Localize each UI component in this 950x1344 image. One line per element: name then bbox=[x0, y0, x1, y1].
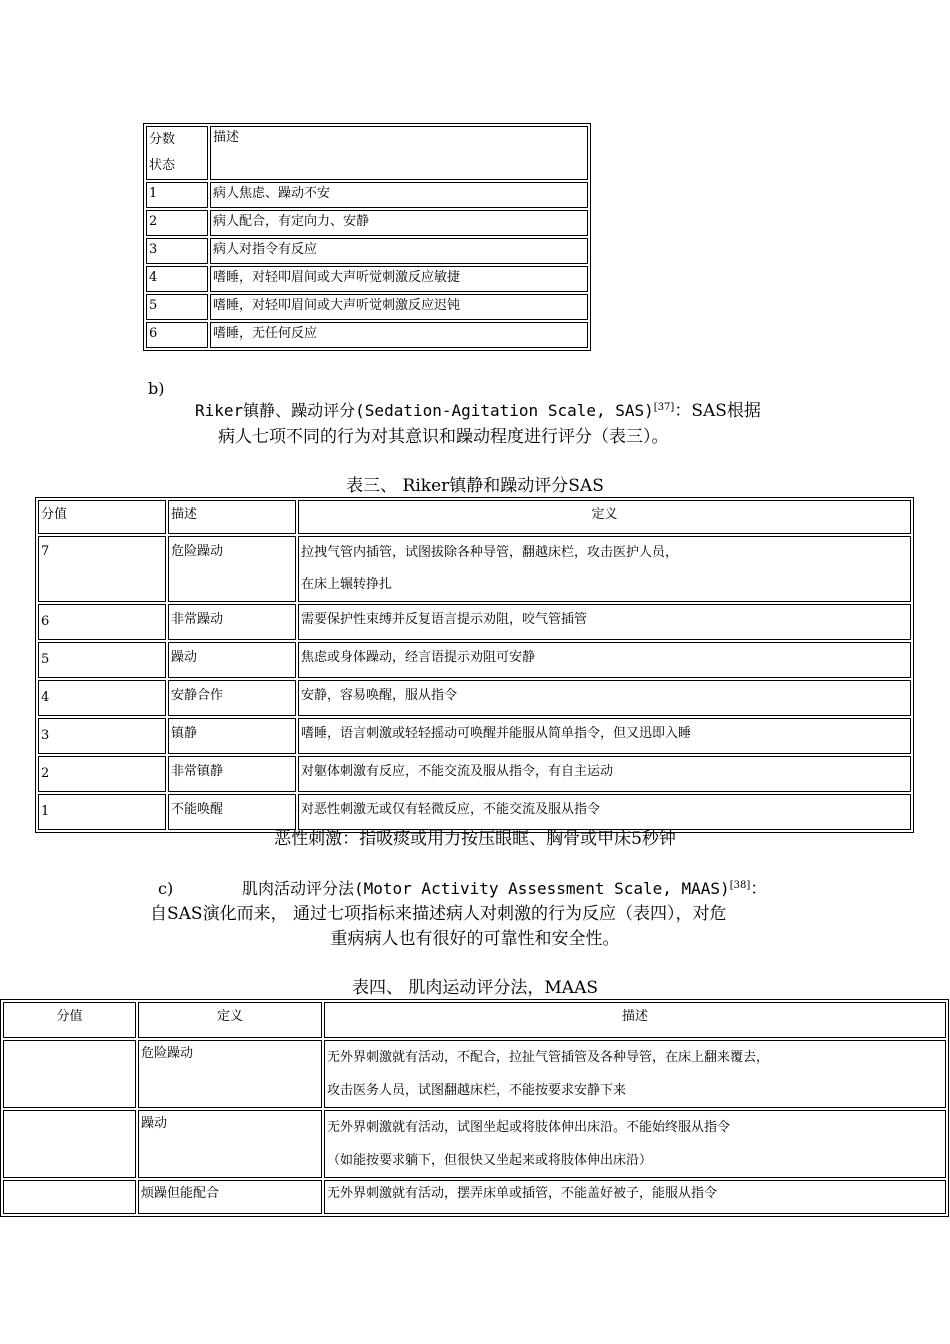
riker-sas-table bbox=[35, 497, 914, 833]
section-c-line1 bbox=[242, 876, 767, 902]
score-cell: 1 bbox=[38, 794, 166, 830]
definition-cell bbox=[298, 536, 911, 602]
score-cell: 2 bbox=[146, 210, 208, 236]
score-cell: 2 bbox=[38, 756, 166, 792]
table3-note: 恶性刺激：指吸痰或用力按压眼眶、胸骨或甲床5秒钟 bbox=[274, 829, 676, 849]
table-row bbox=[38, 604, 911, 640]
description-cell: 无外界刺激就有活动，摆弄床单或插管，不能盖好被子，能服从指令 bbox=[324, 1180, 946, 1214]
definition-cell: 焦虑或身体躁动，经言语提示劝阻可安静 bbox=[298, 642, 911, 678]
table-row bbox=[38, 718, 911, 754]
header-description: 描述 bbox=[210, 126, 588, 180]
score-cell: 7 bbox=[38, 536, 166, 602]
definition-line: 拉拽气管内插管，试图拔除各种导管，翻越床栏，攻击医护人员， bbox=[301, 545, 679, 560]
definition-cell: 嗜睡，语言刺激或轻轻摇动可唤醒并能服从简单指令，但又迅即入睡 bbox=[298, 718, 911, 754]
score-cell: 6 bbox=[38, 604, 166, 640]
table-row bbox=[146, 294, 588, 320]
table-row bbox=[38, 756, 911, 792]
desc-cell: 病人焦虑、躁动不安 bbox=[210, 182, 588, 208]
score-cell bbox=[3, 1040, 136, 1108]
score-cell: 5 bbox=[38, 642, 166, 678]
score-cell: 4 bbox=[146, 266, 208, 292]
definition-cell: 躁动 bbox=[138, 1110, 322, 1178]
description-cell bbox=[324, 1040, 946, 1108]
table-header-row bbox=[38, 500, 911, 534]
section-b-marker: b) bbox=[148, 379, 165, 398]
definition-cell: 对恶性刺激无或仅有轻微反应，不能交流及服从指令 bbox=[298, 794, 911, 830]
desc-cell: 镇静 bbox=[168, 718, 296, 754]
description-line: 无外界刺激就有活动，试图坐起或将肢体伸出床沿。不能始终服从指令 bbox=[327, 1120, 731, 1135]
section-c-marker: c) bbox=[158, 879, 174, 898]
desc-cell: 不能唤醒 bbox=[168, 794, 296, 830]
section-c-line3: 重病病人也有很好的可靠性和安全性。 bbox=[330, 929, 620, 949]
desc-cell: 病人对指令有反应 bbox=[210, 238, 588, 264]
desc-cell: 嗜睡，对轻叩眉间或大声听觉刺激反应迟钝 bbox=[210, 294, 588, 320]
header-state-label: 状态 bbox=[149, 158, 176, 173]
maas-table bbox=[0, 999, 949, 1217]
score-cell: 5 bbox=[146, 294, 208, 320]
header-description: 描述 bbox=[168, 500, 296, 534]
desc-cell: 危险躁动 bbox=[168, 536, 296, 602]
header-definition: 定义 bbox=[298, 500, 911, 534]
desc-cell: 非常镇静 bbox=[168, 756, 296, 792]
score-cell: 3 bbox=[38, 718, 166, 754]
citation-ref: [38] bbox=[729, 880, 751, 891]
table3-caption: 表三、 Riker镇静和躁动评分SAS bbox=[346, 476, 604, 496]
section-b-title-tail: ：SAS根据 bbox=[674, 401, 761, 421]
desc-cell: 病人配合，有定向力、安静 bbox=[210, 210, 588, 236]
table-row bbox=[146, 182, 588, 208]
desc-cell: 躁动 bbox=[168, 642, 296, 678]
desc-cell: 非常躁动 bbox=[168, 604, 296, 640]
section-b-line2: 病人七项不同的行为对其意识和躁动程度进行评分（表三）。 bbox=[218, 427, 669, 447]
description-line: （如能按要求躺下，但很快又坐起来或将肢体伸出床沿） bbox=[327, 1153, 653, 1168]
header-score: 分值 bbox=[38, 500, 166, 534]
definition-cell: 烦躁但能配合 bbox=[138, 1180, 322, 1214]
definition-cell: 危险躁动 bbox=[138, 1040, 322, 1108]
table-row bbox=[146, 266, 588, 292]
header-score: 分值 bbox=[3, 1002, 136, 1038]
table-row bbox=[146, 322, 588, 348]
description-cell bbox=[324, 1110, 946, 1178]
section-c-line2: 自SAS演化而来， 通过七项指标来描述病人对刺激的行为反应（表四），对危 bbox=[150, 904, 727, 924]
score-cell: 6 bbox=[146, 322, 208, 348]
desc-cell: 安静合作 bbox=[168, 680, 296, 716]
definition-cell: 安静，容易唤醒，服从指令 bbox=[298, 680, 911, 716]
score-cell bbox=[3, 1180, 136, 1214]
table-row bbox=[146, 238, 588, 264]
table-row bbox=[38, 680, 911, 716]
table-header-row bbox=[3, 1002, 946, 1038]
table-row bbox=[146, 210, 588, 236]
table-row bbox=[3, 1040, 946, 1108]
header-description: 描述 bbox=[324, 1002, 946, 1038]
description-line: 攻击医务人员，试图翻越床栏，不能按要求安静下来 bbox=[327, 1083, 627, 1098]
score-cell bbox=[3, 1110, 136, 1178]
table-row bbox=[38, 536, 911, 602]
table-row bbox=[38, 794, 911, 830]
section-c-title: 肌肉活动评分法(Motor Activity Assessment Scale, MAAS) bbox=[242, 879, 730, 898]
section-c-title-tail: ： bbox=[750, 879, 768, 899]
citation-ref: [37] bbox=[653, 402, 675, 413]
definition-line: 在床上辗转挣扎 bbox=[301, 577, 393, 592]
table-row bbox=[3, 1110, 946, 1178]
sedation-score-table bbox=[143, 123, 591, 351]
desc-cell: 嗜睡，对轻叩眉间或大声听觉刺激反应敏捷 bbox=[210, 266, 588, 292]
header-score-state bbox=[146, 126, 208, 180]
table4-caption: 表四、 肌肉运动评分法，MAAS bbox=[351, 978, 598, 998]
definition-cell: 需要保护性束缚并反复语言提示劝阻，咬气管插管 bbox=[298, 604, 911, 640]
definition-cell: 对躯体刺激有反应，不能交流及服从指令，有自主运动 bbox=[298, 756, 911, 792]
header-definition: 定义 bbox=[138, 1002, 322, 1038]
section-b-line1 bbox=[195, 398, 761, 424]
score-cell: 1 bbox=[146, 182, 208, 208]
header-score-label: 分数 bbox=[149, 132, 176, 147]
table-row bbox=[3, 1180, 946, 1214]
description-line: 无外界刺激就有活动，不配合，拉扯气管插管及各种导管，在床上翻来覆去， bbox=[327, 1050, 770, 1065]
score-cell: 3 bbox=[146, 238, 208, 264]
score-cell: 4 bbox=[38, 680, 166, 716]
section-b-title: Riker镇静、躁动评分(Sedation-Agitation Scale, SAS) bbox=[195, 401, 654, 420]
table-header-row bbox=[146, 126, 588, 180]
table-row bbox=[38, 642, 911, 678]
desc-cell: 嗜睡，无任何反应 bbox=[210, 322, 588, 348]
